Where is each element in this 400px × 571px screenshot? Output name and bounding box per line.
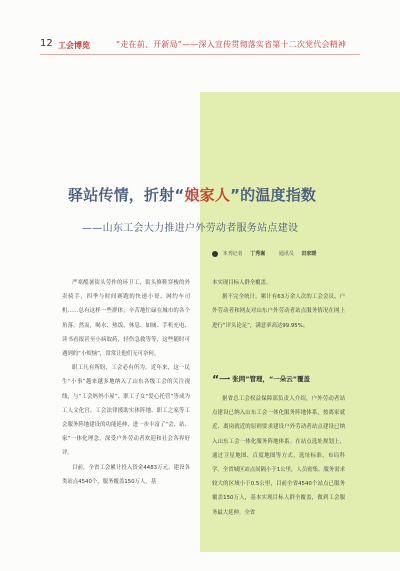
article-title xyxy=(68,184,368,205)
running-title: “走在前、开新局”——深入宣传贯彻落实省第十二次党代会精神 xyxy=(116,40,347,49)
magazine-logo: 工会博览 xyxy=(58,41,90,50)
title-part1: 驿站传情，折射“ xyxy=(68,186,185,204)
title-highlight: 娘家人 xyxy=(184,186,231,204)
paragraph: 目前，全省工会累计投入资金4483万元，建设各类站点4540个，服务覆盖150万人，基 xyxy=(62,464,190,485)
section-heading xyxy=(212,371,310,387)
header-divider xyxy=(40,54,360,55)
section-heading-lead: “一 xyxy=(212,373,231,386)
page-number: 12 xyxy=(40,38,53,49)
body-column-right xyxy=(212,276,345,333)
paragraph: 本实现目标人群全覆盖。 xyxy=(212,280,272,286)
paragraph: 据不完全统计，累计有63万余人次的工会会员、户外劳动者和网友对山东户外劳动者站点服务情况在网上进行“评头论足”，满意率高达99.95%。 xyxy=(212,294,345,329)
byline-role-correspondent: 通讯员 xyxy=(278,251,294,257)
body-column-left xyxy=(62,276,190,489)
paragraph: 据省总工会权益保障部负责人介绍，户外劳动者站点建设已纳入山东工会一体化服务阵地体系，按离家就近、离岗就近的原则要求建设户外劳动者站点建设已纳入山东工会一体化服务阵地体系。在站点选址规划上，通过卫星地图、百度地图等方式，选址标准，布局科学。全省城区站点间隔小于1公里，人员密集、服务需求较大的区域小于0.5公里，目前全省4540个站点已服务覆盖150万人，基本实现目标人群全覆盖，做到工会服务最大延伸。全省 xyxy=(212,396,345,516)
article-subtitle: ——山东工会大力推进户外劳动者服务站点建设 xyxy=(82,223,299,234)
byline-name-reporter: 丁秀嵩 xyxy=(250,251,266,257)
byline xyxy=(212,250,328,257)
byline-name-correspondent: 田家暖 xyxy=(301,251,317,257)
body-column-right-continued xyxy=(212,392,345,520)
byline-role-reporter: 本刊记者 xyxy=(222,251,243,257)
byline-bullet-icon xyxy=(212,251,218,257)
paragraph: 严寒酷暑街头劳作的环卫工，街头修鞋穿梭的外卖骑手，四季与时间赛跑的快递小哥、网约车司机……总有这样一些群体，辛苦地忙碌在城市的各个角落。然而，喝水、热饭、休息、如厕、手机充电、读书看报甚至小病取药，轻伤急救等等，这些随时可遇到的“小烦恼”，常常让他们无可奈何。 xyxy=(62,280,190,358)
title-part2: ”的温度指数 xyxy=(230,186,317,204)
paragraph: 职工凡有所盼，工会必有所为。近年来，这一民生“小事”越来越多地纳入了山东各级工会的关注视线，与“工会妈妈小屋”、职工子女“爱心托管”等成为工人文化宫、工会法律援助实体阵地、职工之家等工会服务阵地建设的功能延伸，进一步丰富了“会、站、家”一体化理念，深受户外劳动者欢迎和社会各界好评。 xyxy=(62,365,190,457)
page-header xyxy=(0,0,400,60)
section-heading-text: 张网”管理，“一朵云”覆盖 xyxy=(232,375,311,383)
